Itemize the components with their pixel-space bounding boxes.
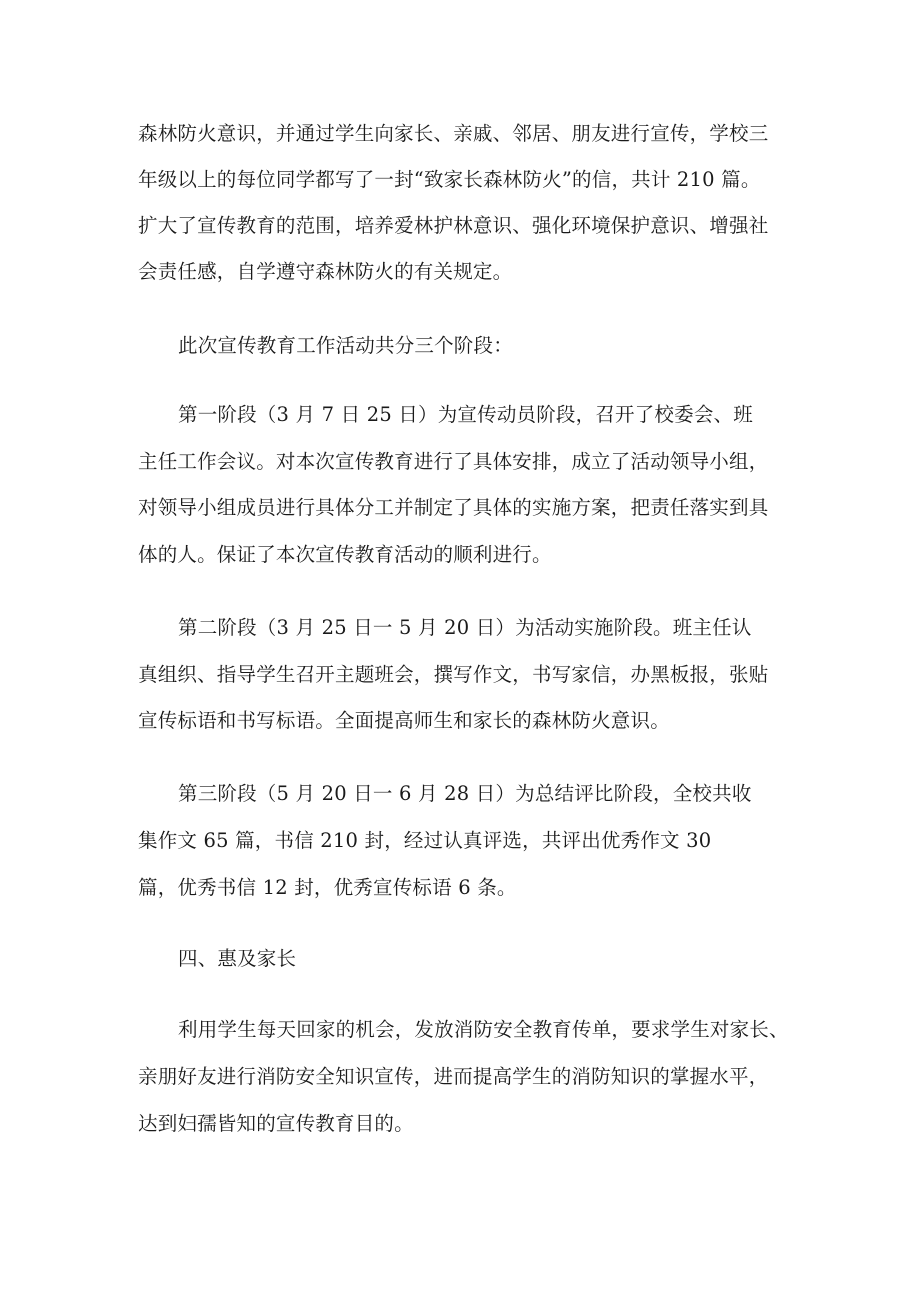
- stage-three-line-3: 篇，优秀书信 12 封，优秀宣传标语 6 条。: [138, 876, 517, 899]
- paragraph-7-line-3: 达到妇孺皆知的宣传教育目的。: [138, 1112, 414, 1135]
- paragraph-1-line-3: 扩大了宣传教育的范围，培养爱林护林意识、强化环境保护意识、增强社: [138, 214, 769, 237]
- stage-three-line-2: 集作文 65 篇，书信 210 封，经过认真评选，共评出优秀作文 30: [138, 829, 712, 852]
- stage-one-line-2: 主任工作会议。对本次宣传教育进行了具体安排，成立了活动领导小组，: [138, 450, 769, 473]
- paragraph-1-line-1: 森林防火意识，并通过学生向家长、亲戚、邻居、朋友进行宣传，学校三: [138, 122, 769, 145]
- stage-one-line-1: 第一阶段（3 月 7 日 25 日）为宣传动员阶段，召开了校委会、班: [178, 403, 753, 426]
- stage-two-line-1: 第二阶段（3 月 25 日一 5 月 20 日）为活动实施阶段。班主任认: [178, 616, 752, 639]
- stage-two-line-3: 宣传标语和书写标语。全面提高师生和家长的森林防火意识。: [138, 709, 670, 732]
- stage-three-line-1: 第三阶段（5 月 20 日一 6 月 28 日）为总结评比阶段，全校共收: [178, 782, 752, 805]
- paragraph-7-line-2: 亲朋好友进行消防安全知识宣传，进而提高学生的消防知识的掌握水平，: [138, 1065, 769, 1088]
- stage-one-line-4: 体的人。保证了本次宣传教育活动的顺利进行。: [138, 543, 552, 566]
- stage-two-line-2: 真组织、指导学生召开主题班会，撰写作文，书写家信，办黑板报，张贴: [138, 663, 769, 686]
- section-heading: 四、惠及家长: [178, 947, 297, 970]
- paragraph-7-line-1: 利用学生每天回家的机会，发放消防安全教育传单，要求学生对家长、: [178, 1018, 789, 1041]
- paragraph-2-line-1: 此次宣传教育工作活动共分三个阶段：: [178, 334, 513, 357]
- stage-one-line-3: 对领导小组成员进行具体分工并制定了具体的实施方案，把责任落实到具: [138, 496, 769, 519]
- paragraph-1-line-4: 会责任感，自学遵守森林防火的有关规定。: [138, 260, 513, 283]
- paragraph-1-line-2: 年级以上的每位同学都写了一封“致家长森林防火”的信，共计 210 篇。: [138, 168, 761, 191]
